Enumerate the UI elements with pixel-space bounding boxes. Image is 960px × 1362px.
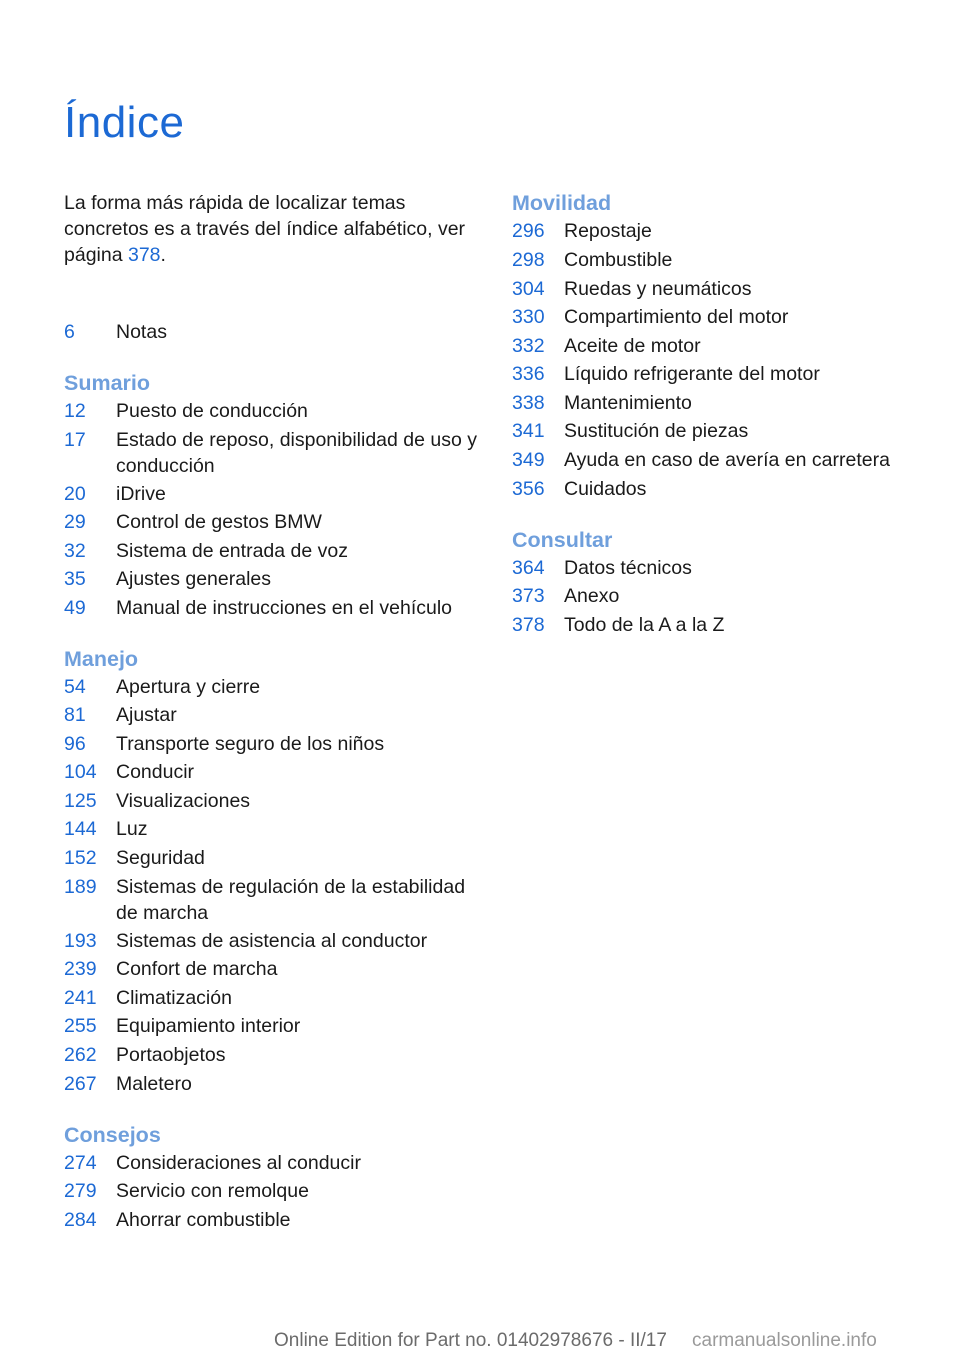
entry-label: Visualizaciones [116,790,251,812]
section-heading-manejo: Manejo [64,647,139,671]
entry-label: Anexo [564,585,620,607]
page-number[interactable]: 330 [512,306,545,328]
toc-entry[interactable] [64,595,484,621]
page-number[interactable]: 81 [64,704,86,726]
toc-entry[interactable] [64,788,484,814]
page-number[interactable]: 125 [64,790,97,812]
toc-entry[interactable] [64,566,484,592]
section-heading-sumario: Sumario [64,371,151,395]
page-number[interactable]: 262 [64,1044,97,1066]
entry-label: Transporte seguro de los niños [116,733,385,755]
entry-label: Ajustar [116,704,177,726]
toc-entry[interactable] [512,555,912,581]
entry-label: Seguridad [116,847,205,869]
toc-entry[interactable] [512,247,912,273]
page-number[interactable]: 336 [512,363,545,385]
entry-label: Combustible [564,249,673,271]
intro-paragraph [64,190,484,268]
toc-entry[interactable] [512,476,912,502]
toc-entry[interactable] [512,218,912,244]
page-number[interactable]: 239 [64,958,97,980]
entry-label: Servicio con remolque [116,1180,309,1202]
toc-entry[interactable] [64,1042,484,1068]
entry-label: Apertura y cierre [116,676,261,698]
entry-label: Sistemas de asistencia al conductor [116,930,428,952]
entry-label: Climatización [116,987,232,1009]
entry-label: Ajustes generales [116,568,272,590]
entry-label: Estado de reposo, disponibilidad de uso y conducción [116,429,477,477]
page-number[interactable]: 193 [64,930,97,952]
page-number[interactable]: 35 [64,568,86,590]
entry-label: Conducir [116,761,195,783]
toc-entry[interactable] [64,1178,484,1204]
toc-entry[interactable] [64,319,484,345]
toc-entry[interactable] [512,304,912,330]
section-heading-movilidad: Movilidad [512,191,612,215]
page-number[interactable]: 20 [64,483,86,505]
intro-page-link[interactable]: 378 [127,244,161,266]
page-number[interactable]: 284 [64,1209,97,1231]
page-number[interactable]: 332 [512,335,545,357]
toc-entry[interactable] [64,398,484,424]
page-number[interactable]: 296 [512,220,545,242]
entry-label: Maletero [116,1073,192,1095]
page-number[interactable]: 304 [512,278,545,300]
page-number[interactable]: 144 [64,818,97,840]
page-number[interactable]: 274 [64,1152,97,1174]
page-number[interactable]: 364 [512,557,545,579]
entry-label: iDrive [116,483,166,505]
entry-label: Consideraciones al conducir [116,1152,361,1174]
toc-entry[interactable] [64,1150,484,1176]
page-number[interactable]: 373 [512,585,545,607]
page-number[interactable]: 17 [64,429,86,451]
toc-entry[interactable] [512,583,912,609]
toc-entry[interactable] [512,333,912,359]
toc-entry[interactable] [64,481,484,507]
toc-entry[interactable] [64,427,484,479]
entry-label: Todo de la A a la Z [564,614,725,636]
toc-entry[interactable] [64,1013,484,1039]
entry-label: Repostaje [564,220,652,242]
toc-entry[interactable] [64,702,484,728]
entry-label: Puesto de conducción [116,400,308,422]
toc-entry[interactable] [512,361,912,387]
toc-entry[interactable] [64,816,484,842]
edition-footer: Online Edition for Part no. 01402978676 - II/17 [274,1330,667,1351]
section-heading-consultar: Consultar [512,528,613,552]
toc-entry[interactable] [64,1207,484,1233]
page-number[interactable]: 279 [64,1180,97,1202]
page-number[interactable]: 341 [512,420,545,442]
page-number[interactable]: 349 [512,449,545,471]
page-number[interactable]: 104 [64,761,97,783]
entry-label: Sustitución de piezas [564,420,749,442]
toc-entry[interactable] [512,418,912,444]
page-number[interactable]: 241 [64,987,97,1009]
page-number[interactable]: 49 [64,597,86,619]
entry-label: Datos técnicos [564,557,692,579]
intro-text: La forma más rápida de localizar temas concretos es a través del índice alfabético, ver página [64,192,466,266]
entry-label: Manual de instrucciones en el vehículo [116,597,453,619]
entry-label: Confort de marcha [116,958,278,980]
entry-label: Compartimiento del motor [564,306,789,328]
page-title: Índice [64,98,185,147]
page-number[interactable]: 189 [64,876,97,898]
page-number[interactable]: 32 [64,540,86,562]
page-number[interactable]: 152 [64,847,97,869]
toc-entry[interactable] [64,674,484,700]
entry-label: Aceite de motor [564,335,701,357]
entry-label: Sistema de entrada de voz [116,540,348,562]
entry-label: Control de gestos BMW [116,511,322,533]
entry-label: Cuidados [564,478,647,500]
toc-entry[interactable] [64,538,484,564]
entry-label: Ayuda en caso de avería en carretera [564,449,890,471]
intro-after: . [160,244,166,266]
toc-entry[interactable] [64,1071,484,1097]
toc-entry[interactable] [64,956,484,982]
watermark: carmanualsonline.info [692,1330,877,1351]
toc-entry[interactable] [64,874,484,926]
toc-entry[interactable] [512,276,912,302]
toc-entry[interactable] [512,390,912,416]
toc-entry[interactable] [512,447,912,473]
toc-entry[interactable] [512,612,912,638]
page-number[interactable]: 255 [64,1015,97,1037]
toc-entry[interactable] [64,509,484,535]
page-number[interactable]: 6 [64,321,75,343]
page-number[interactable]: 96 [64,733,86,755]
toc-entry[interactable] [64,759,484,785]
entry-label: Equipamiento interior [116,1015,301,1037]
entry-label: Portaobjetos [116,1044,226,1066]
entry-label: Sistemas de regulación de la estabilidad de marcha [116,876,466,924]
entry-label: Mantenimiento [564,392,692,414]
page-number[interactable]: 12 [64,400,86,422]
entry-label: Ruedas y neumáticos [564,278,752,300]
section-heading-consejos: Consejos [64,1123,161,1147]
page-number[interactable]: 378 [512,614,545,636]
entry-label: Ahorrar combustible [116,1209,291,1231]
toc-entry[interactable] [64,985,484,1011]
toc-entry[interactable] [64,845,484,871]
page-number[interactable]: 298 [512,249,545,271]
entry-label: Luz [116,818,148,840]
page-number[interactable]: 356 [512,478,545,500]
page-number[interactable]: 267 [64,1073,97,1095]
page-number[interactable]: 338 [512,392,545,414]
entry-label: Líquido refrigerante del motor [564,363,820,385]
toc-entry[interactable] [64,928,484,954]
toc-entry[interactable] [64,731,484,757]
page-number[interactable]: 54 [64,676,86,698]
entry-label: Notas [116,321,167,343]
page-number[interactable]: 29 [64,511,86,533]
